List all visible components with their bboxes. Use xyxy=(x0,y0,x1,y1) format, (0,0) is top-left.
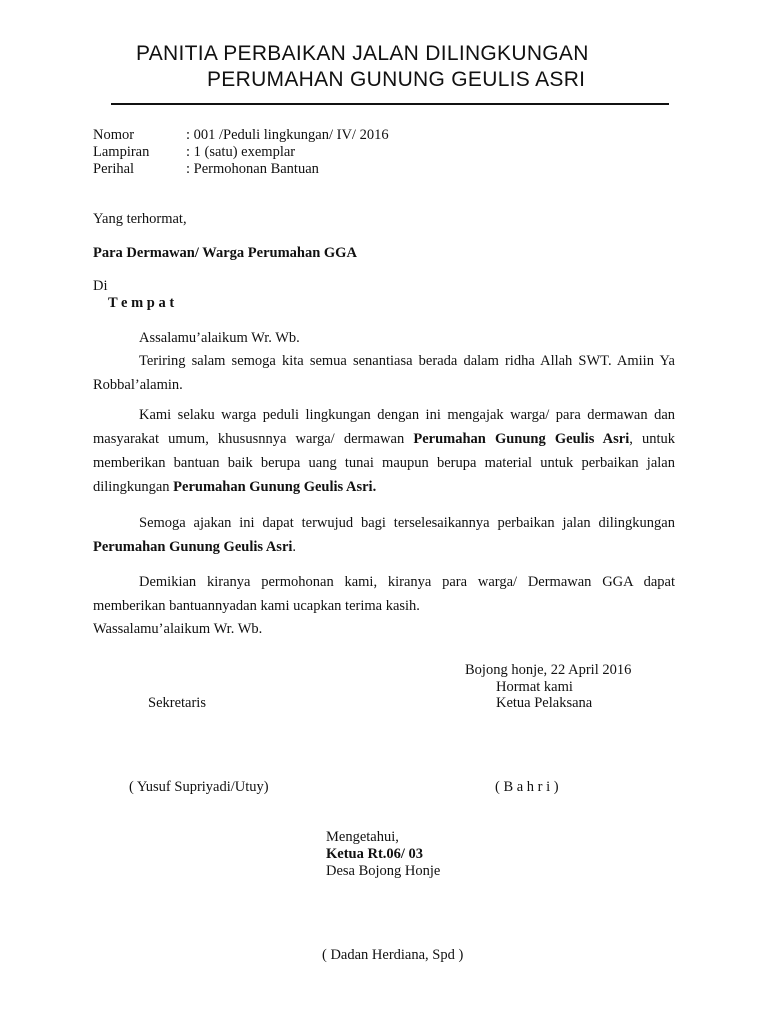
perihal-label: Perihal xyxy=(93,161,135,177)
lampiran-value: : 1 (satu) exemplar xyxy=(186,144,296,160)
paragraph-2-bold-2: Perumahan Gunung Geulis Asri. xyxy=(173,479,377,495)
header-divider xyxy=(111,103,669,105)
recipient: Para Dermawan/ Warga Perumahan GGA xyxy=(93,245,357,261)
paragraph-1-text: Teriring salam semoga kita semua senantiasa berada dalam ridha Allah SWT. Amiin Ya Robbal’alamin. xyxy=(93,353,675,393)
greeting: Yang terhormat, xyxy=(93,211,187,227)
ketua-pelaksana-name: ( B a h r i ) xyxy=(495,779,559,795)
paragraph-1 xyxy=(93,349,675,397)
paragraph-3-text-a: Semoga ajakan ini dapat terwujud bagi terselesaikannya perbaikan jalan dilingkungan xyxy=(139,515,675,531)
sekretaris-name: ( Yusuf Supriyadi/Utuy) xyxy=(129,779,269,795)
paragraph-3 xyxy=(93,511,675,559)
paragraph-2-text-a: Kami selaku warga peduli lingkungan dengan ini mengajak warga/ para dermawan dan masyarakat umum, khususnnya warga/ dermawan xyxy=(93,407,675,447)
mengetahui: Mengetahui, xyxy=(326,829,399,845)
desa-name: Desa Bojong Honje xyxy=(326,863,441,879)
paragraph-3-text-c: . xyxy=(292,539,297,555)
ketua-pelaksana-title: Ketua Pelaksana xyxy=(496,695,593,711)
paragraph-4 xyxy=(93,570,675,618)
di-label: Di xyxy=(93,278,108,294)
letterhead-line-1: PANITIA PERBAIKAN JALAN DILINGKUNGAN xyxy=(136,42,589,65)
lampiran-label: Lampiran xyxy=(93,144,150,160)
perihal-value: : Permohonan Bantuan xyxy=(186,161,319,177)
ketua-rt-title: Ketua Rt.06/ 03 xyxy=(326,846,424,862)
sekretaris-title: Sekretaris xyxy=(148,695,206,711)
place-date: Bojong honje, 22 April 2016 xyxy=(465,662,632,678)
letterhead-line-2: PERUMAHAN GUNUNG GEULIS ASRI xyxy=(207,68,586,91)
hormat-kami: Hormat kami xyxy=(496,679,573,695)
paragraph-2-bold-1: Perumahan Gunung Geulis Asri xyxy=(413,431,630,447)
nomor-label: Nomor xyxy=(93,127,135,143)
paragraph-3-bold: Perumahan Gunung Geulis Asri xyxy=(93,539,293,555)
closing-salam: Wassalamu’alaikum Wr. Wb. xyxy=(93,621,263,637)
paragraph-2-text-c: , untuk memberikan bantuan baik berupa uang tunai maupun berupa material untuk perbaikan jalan dilingkungan xyxy=(93,431,676,495)
ketua-rt-name: ( Dadan Herdiana, Spd ) xyxy=(322,947,464,963)
nomor-value: : 001 /Peduli lingkungan/ IV/ 2016 xyxy=(186,127,389,143)
paragraph-2 xyxy=(93,403,675,499)
tempat-label: T e m p a t xyxy=(108,295,175,311)
paragraph-4-text: Demikian kiranya permohonan kami, kiranya para warga/ Dermawan GGA dapat memberikan bantuannyadan kami ucapkan terima kasih. xyxy=(93,574,675,614)
opening-salam: Assalamu’alaikum Wr. Wb. xyxy=(139,330,300,346)
